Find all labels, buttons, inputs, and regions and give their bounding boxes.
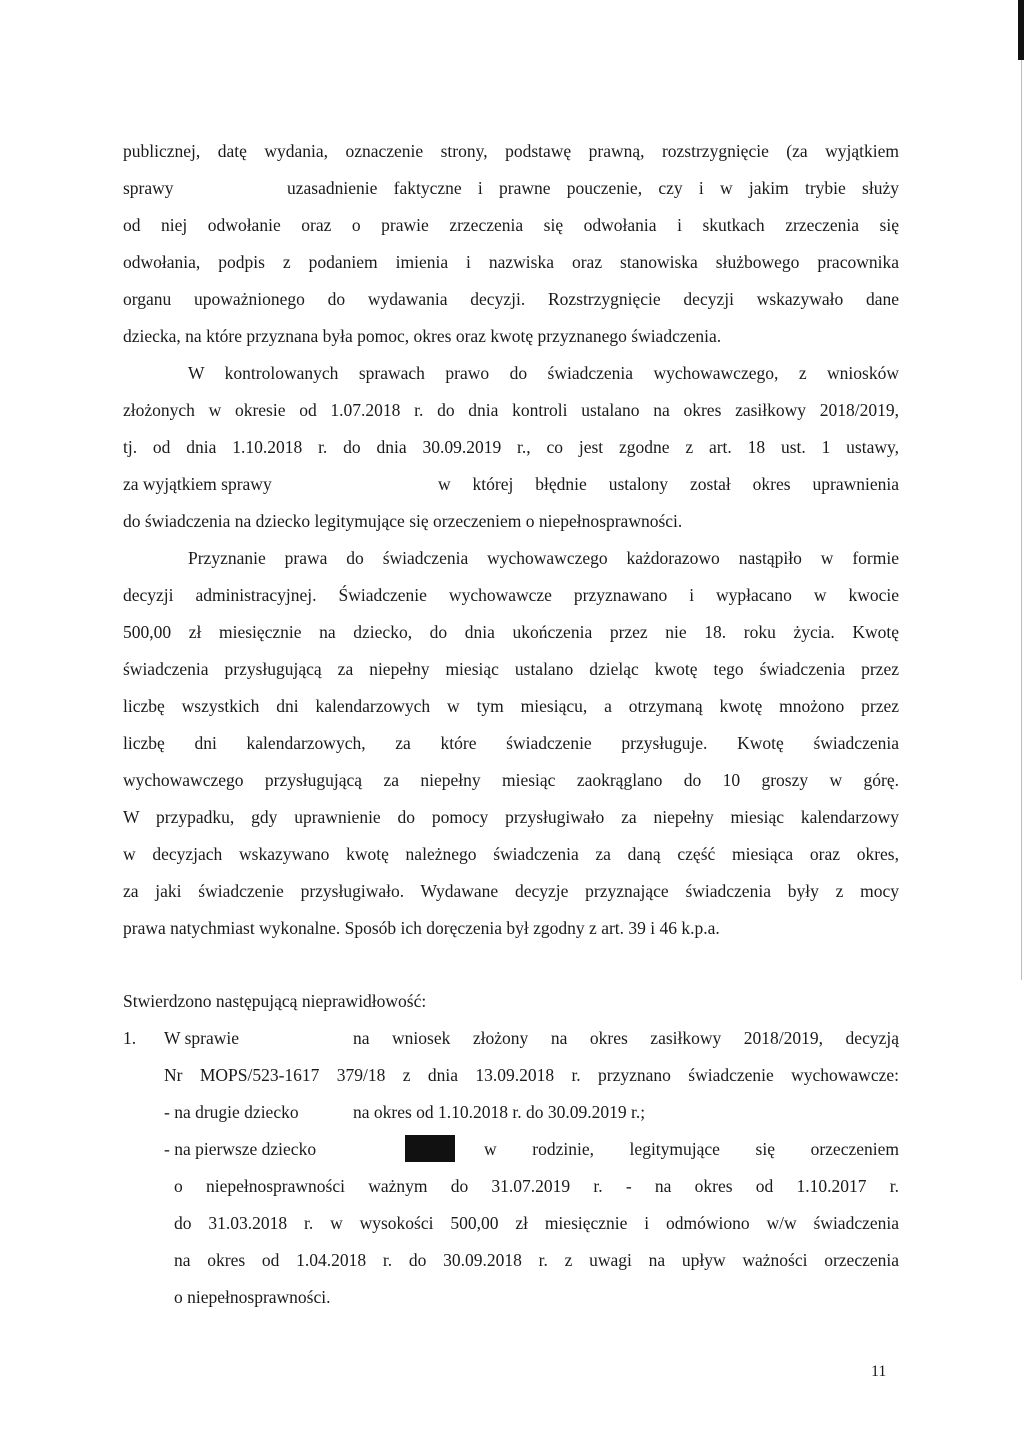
- paragraph-1-line-2: [123, 177, 899, 199]
- text-segment: - na pierwsze dziecko: [164, 1139, 317, 1159]
- paragraph-3-line-5: liczbę wszystkich dni kalendarzowych w tym miesiącu, a otrzymaną kwotę mnożono przez: [123, 696, 899, 716]
- paragraph-3-line-2: decyzji administracyjnej. Świadczenie wychowawcze przyznawano i wypłacano w kwocie: [123, 585, 899, 605]
- scan-edge-line: [1021, 60, 1022, 980]
- paragraph-1-line-6: dziecka, na które przyznana była pomoc, okres oraz kwotę przyznanego świadczenia.: [123, 326, 722, 346]
- finding-1-line-5: o niepełnosprawności ważnym do 31.07.2019 r. - na okres od 1.10.2017 r.: [174, 1176, 899, 1196]
- redaction-box: [405, 1135, 455, 1162]
- list-number: 1.: [123, 1028, 137, 1048]
- paragraph-2-line-4: [123, 473, 899, 495]
- finding-1-line-3: [164, 1101, 899, 1123]
- findings-heading: Stwierdzono następującą nieprawidłowość:: [123, 991, 427, 1011]
- text-segment: uzasadnienie faktyczne i prawne pouczenie, czy i w jakim trybie służy: [287, 178, 899, 198]
- text-segment: na wniosek złożony na okres zasiłkowy 2018/2019, decyzją: [353, 1028, 899, 1048]
- paragraph-3-line-7: wychowawczego przysługującą za niepełny miesiąc zaokrąglano do 10 groszy w górę.: [123, 770, 899, 790]
- text-segment: na okres od 1.10.2018 r. do 30.09.2019 r.;: [353, 1102, 646, 1122]
- scan-edge-mark: [1018, 0, 1024, 60]
- paragraph-2-line-3: tj. od dnia 1.10.2018 r. do dnia 30.09.2019 r., co jest zgodne z art. 18 ust. 1 ustawy,: [123, 437, 899, 457]
- page-number: 11: [871, 1363, 887, 1380]
- paragraph-1-line-5: organu upoważnionego do wydawania decyzji. Rozstrzygnięcie decyzji wskazywało dane: [123, 289, 899, 309]
- finding-1-line-4: [164, 1138, 899, 1160]
- paragraph-3-line-11: prawa natychmiast wykonalne. Sposób ich doręczenia był zgodny z art. 39 i 46 k.p.a.: [123, 918, 720, 938]
- paragraph-1-line-3: od niej odwołanie oraz o prawie zrzeczenia się odwołania i skutkach zrzeczenia się: [123, 215, 899, 235]
- paragraph-2-line-1: W kontrolowanych sprawach prawo do świadczenia wychowawczego, z wniosków: [188, 363, 899, 383]
- paragraph-3-line-8: W przypadku, gdy uprawnienie do pomocy przysługiwało za niepełny miesiąc kalendarzowy: [123, 807, 899, 827]
- finding-1-line-1: [123, 1027, 899, 1049]
- paragraph-3-line-6: liczbę dni kalendarzowych, za które świadczenie przysługuje. Kwotę świadczenia: [123, 733, 899, 753]
- text-segment: w rodzinie, legitymujące się orzeczeniem: [484, 1139, 899, 1159]
- paragraph-3-line-1: Przyznanie prawa do świadczenia wychowawczego każdorazowo nastąpiło w formie: [188, 548, 899, 568]
- finding-1-line-6: do 31.03.2018 r. w wysokości 500,00 zł miesięcznie i odmówiono w/w świadczenia: [174, 1213, 899, 1233]
- paragraph-3-line-10: za jaki świadczenie przysługiwało. Wydawane decyzje przyznające świadczenia były z mocy: [123, 881, 899, 901]
- paragraph-1-line-1: publicznej, datę wydania, oznaczenie strony, podstawę prawną, rozstrzygnięcie (za wyjątkiem: [123, 141, 899, 161]
- finding-1-line-2: Nr MOPS/523-1617 379/18 z dnia 13.09.2018 r. przyznano świadczenie wychowawcze:: [164, 1065, 899, 1085]
- paragraph-3-line-9: w decyzjach wskazywano kwotę należnego świadczenia za daną część miesiąca oraz okres,: [123, 844, 899, 864]
- paragraph-2-line-5: do świadczenia na dziecko legitymujące się orzeczeniem o niepełnosprawności.: [123, 511, 683, 531]
- paragraph-2-line-2: złożonych w okresie od 1.07.2018 r. do dnia kontroli ustalano na okres zasiłkowy 2018/2019,: [123, 400, 899, 420]
- paragraph-3-line-3: 500,00 zł miesięcznie na dziecko, do dnia ukończenia przez nie 18. roku życia. Kwotę: [123, 622, 899, 642]
- paragraph-1-line-4: odwołania, podpis z podaniem imienia i nazwiska oraz stanowiska służbowego pracownika: [123, 252, 899, 272]
- text-segment: W sprawie: [164, 1028, 239, 1048]
- text-segment: - na drugie dziecko: [164, 1102, 299, 1122]
- text-segment: za wyjątkiem sprawy: [123, 474, 272, 494]
- text-segment: w której błędnie ustalony został okres uprawnienia: [438, 474, 899, 494]
- text-segment: sprawy: [123, 178, 174, 198]
- finding-1-line-7: na okres od 1.04.2018 r. do 30.09.2018 r. z uwagi na upływ ważności orzeczenia: [174, 1250, 899, 1270]
- paragraph-3-line-4: świadczenia przysługującą za niepełny miesiąc ustalano dzieląc kwotę tego świadczenia przez: [123, 659, 899, 679]
- finding-1-line-8: o niepełnosprawności.: [174, 1287, 331, 1307]
